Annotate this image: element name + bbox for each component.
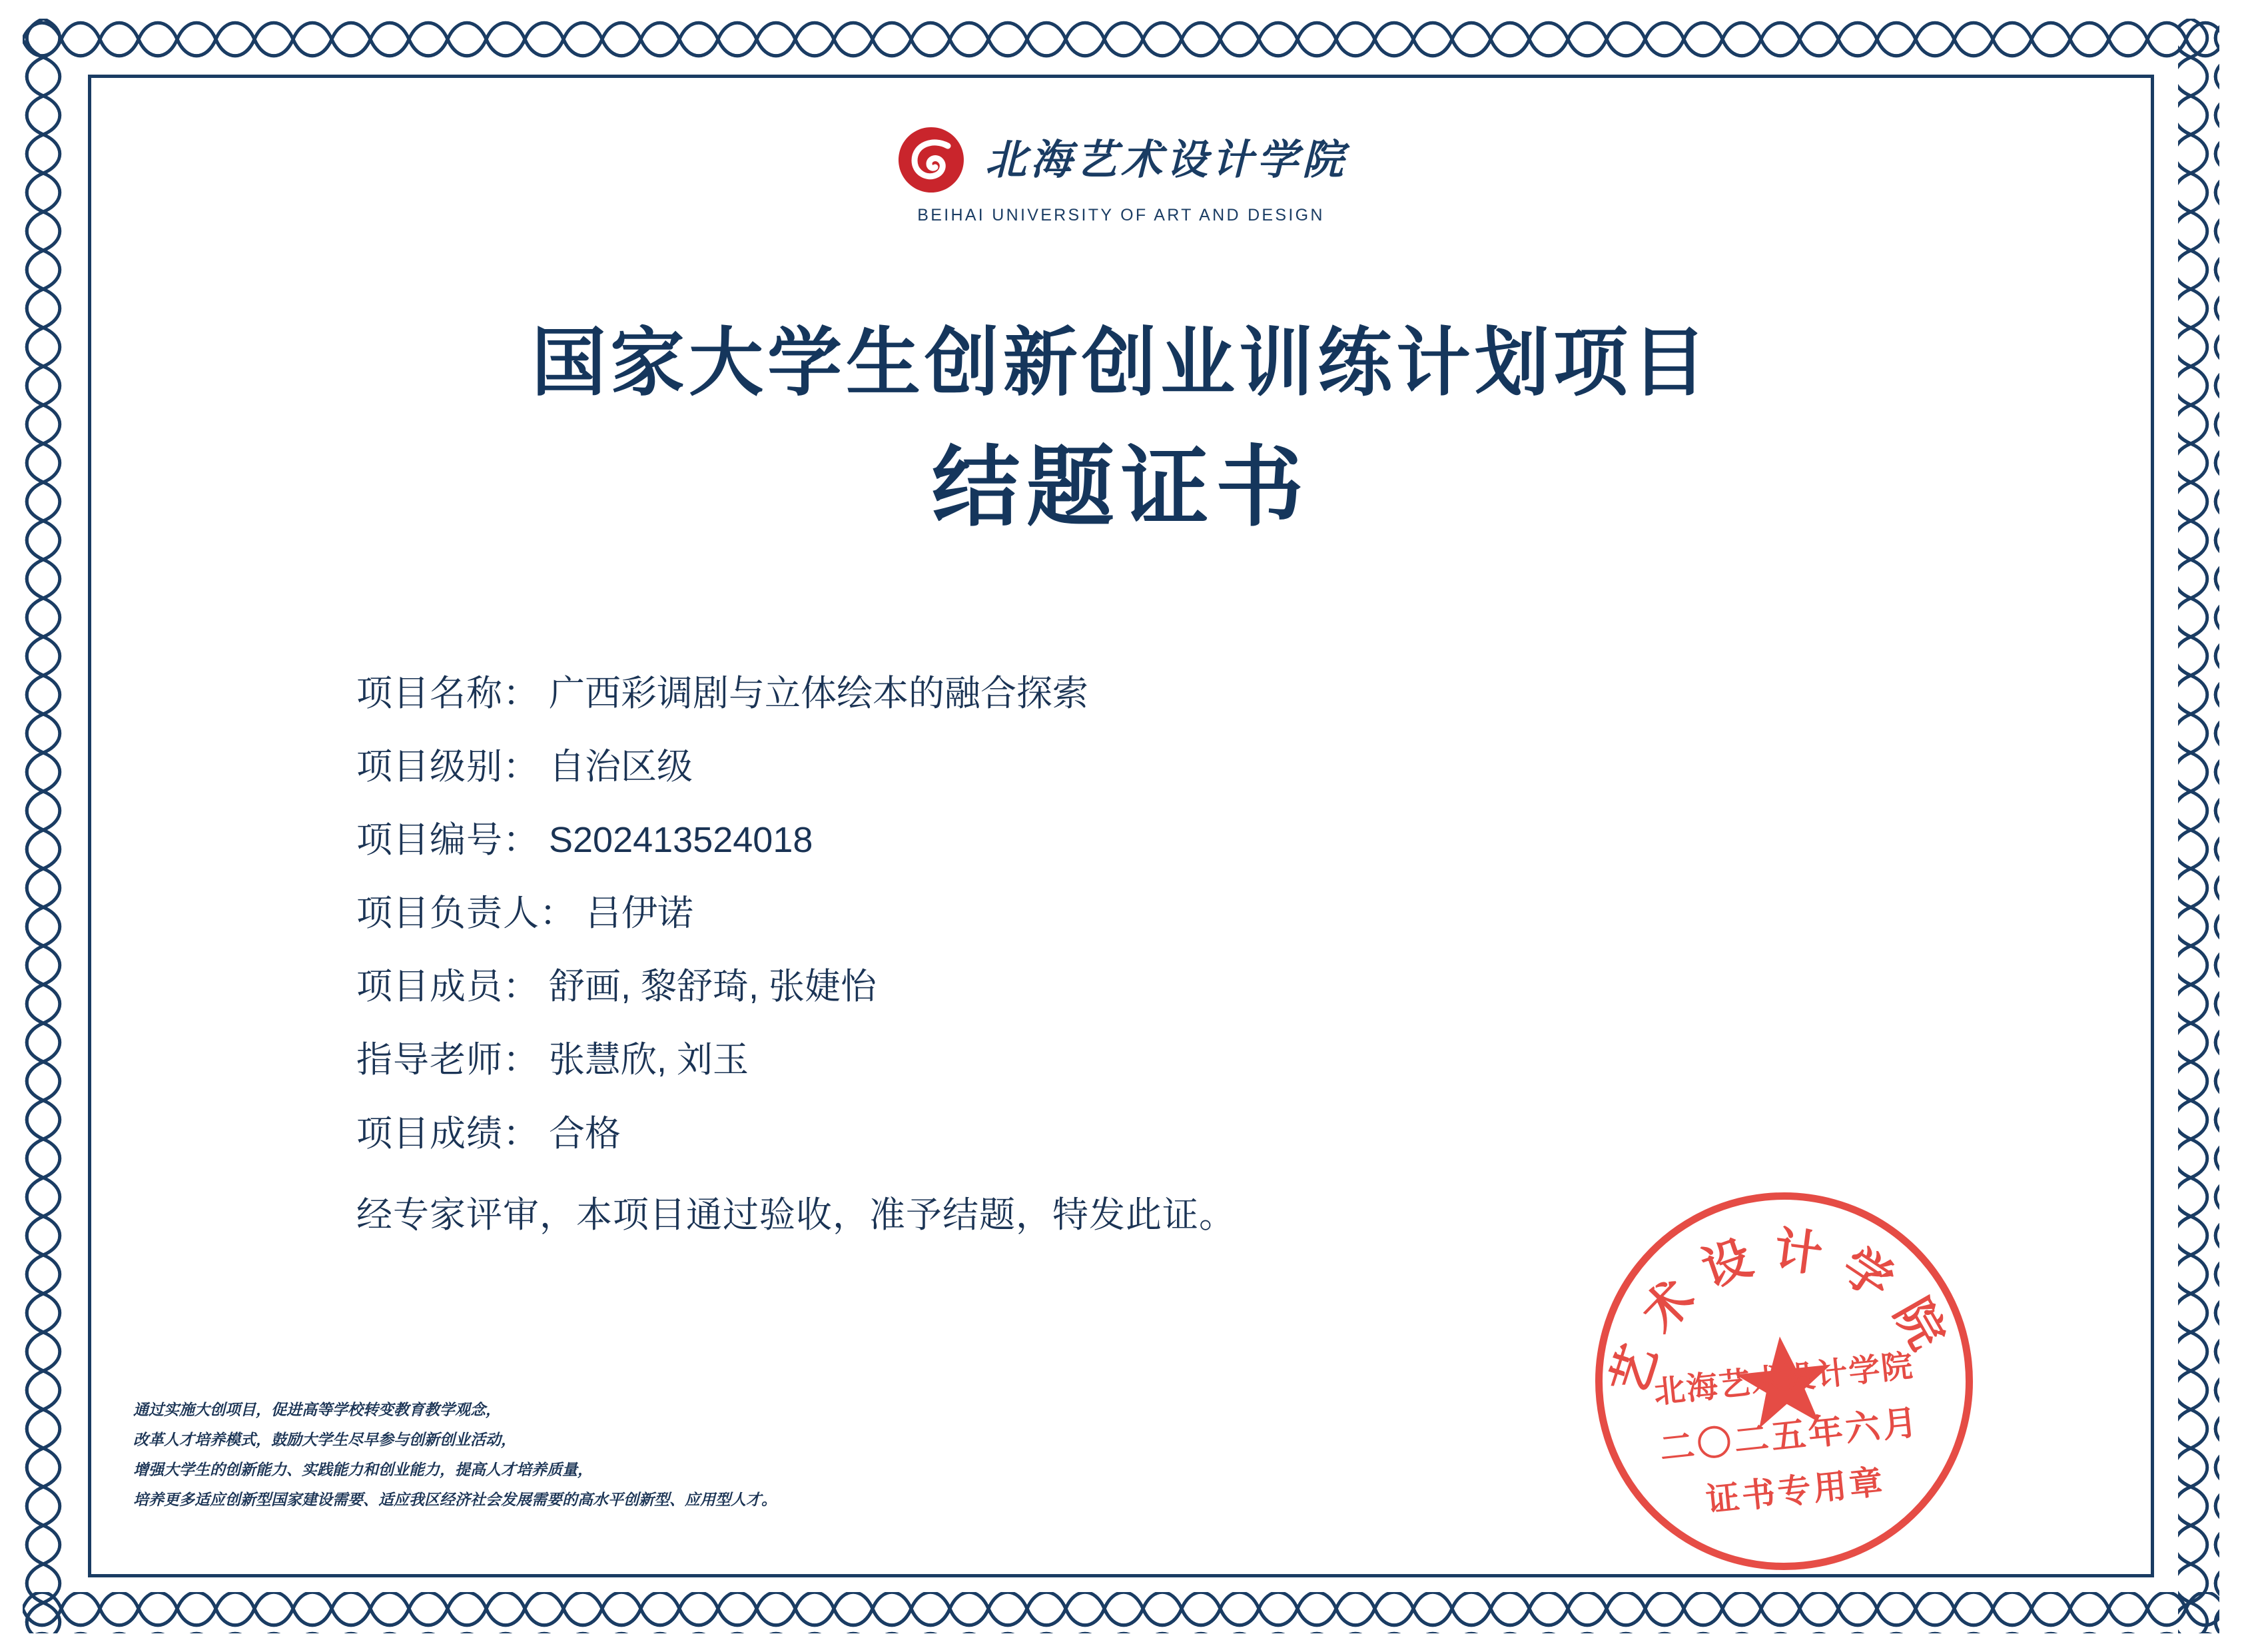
footnote-block xyxy=(133,1396,1132,1515)
field-value-project-number: S202413524018 xyxy=(549,820,813,861)
seal-date-text: 二〇二五年六月 xyxy=(1657,1402,1922,1469)
svg-text:艺术设计学院: 艺术设计学院 xyxy=(1599,1220,1966,1402)
footnote-line: 培养更多适应创新型国家建设需要、适应我区经济社会发展需要的高水平创新型、应用型人才。 xyxy=(133,1490,777,1509)
field-label-project-name: 项目名称： xyxy=(356,673,540,713)
field-row xyxy=(356,673,1822,714)
official-seal xyxy=(1577,1174,1992,1589)
field-row xyxy=(356,1039,1822,1080)
field-row xyxy=(356,1113,1822,1154)
field-row xyxy=(356,819,1822,861)
field-value-project-members: 舒画, 黎舒琦, 张婕怡 xyxy=(549,967,877,1007)
field-value-advisors: 张慧欣, 刘玉 xyxy=(549,1040,749,1080)
university-name-en: BEIHAI UNIVERSITY OF ART AND DESIGN xyxy=(917,206,1325,224)
seal-organization-text: 北海艺术设计学院 xyxy=(1652,1347,1916,1412)
field-value-project-grade: 合格 xyxy=(549,1113,621,1154)
field-value-project-leader: 吕伊诺 xyxy=(585,893,693,934)
field-label-advisors: 指导老师： xyxy=(356,1040,540,1080)
field-row xyxy=(356,966,1822,1007)
footnote-line: 改革人才培养模式，鼓励大学生尽早参与创新创业活动， xyxy=(133,1430,516,1449)
certificate-fields xyxy=(356,673,1822,1238)
field-label-project-grade: 项目成绩： xyxy=(356,1113,540,1154)
field-label-project-leader: 项目负责人： xyxy=(356,893,576,934)
field-label-project-level: 项目级别： xyxy=(356,747,540,787)
footnote-line: 通过实施大创项目，促进高等学校转变教育教学观念， xyxy=(133,1401,501,1419)
field-value-project-level: 自治区级 xyxy=(549,747,693,787)
footnote-line: 增强大学生的创新能力、实践能力和创业能力，提高人才培养质量， xyxy=(133,1460,593,1479)
university-name-cn: 北海艺术设计学院 xyxy=(984,135,1347,184)
certificate-statement: 经专家评审，本项目通过验收，准予结题，特发此证。 xyxy=(356,1194,1236,1235)
field-row xyxy=(356,746,1822,787)
spiral-wave-logo-icon xyxy=(895,123,968,197)
field-label-project-members: 项目成员： xyxy=(356,967,540,1007)
field-label-project-number: 项目编号： xyxy=(356,820,540,861)
certificate-title-line1: 国家大学生创新创业训练计划项目 xyxy=(532,319,1710,406)
university-logo-block xyxy=(0,123,2242,225)
field-value-project-name: 广西彩调剧与立体绘本的融合探索 xyxy=(549,673,1088,713)
seal-type-text: 证书专用章 xyxy=(1704,1461,1888,1520)
certificate-title-line2: 结题证书 xyxy=(932,436,1310,539)
field-row xyxy=(356,893,1822,934)
